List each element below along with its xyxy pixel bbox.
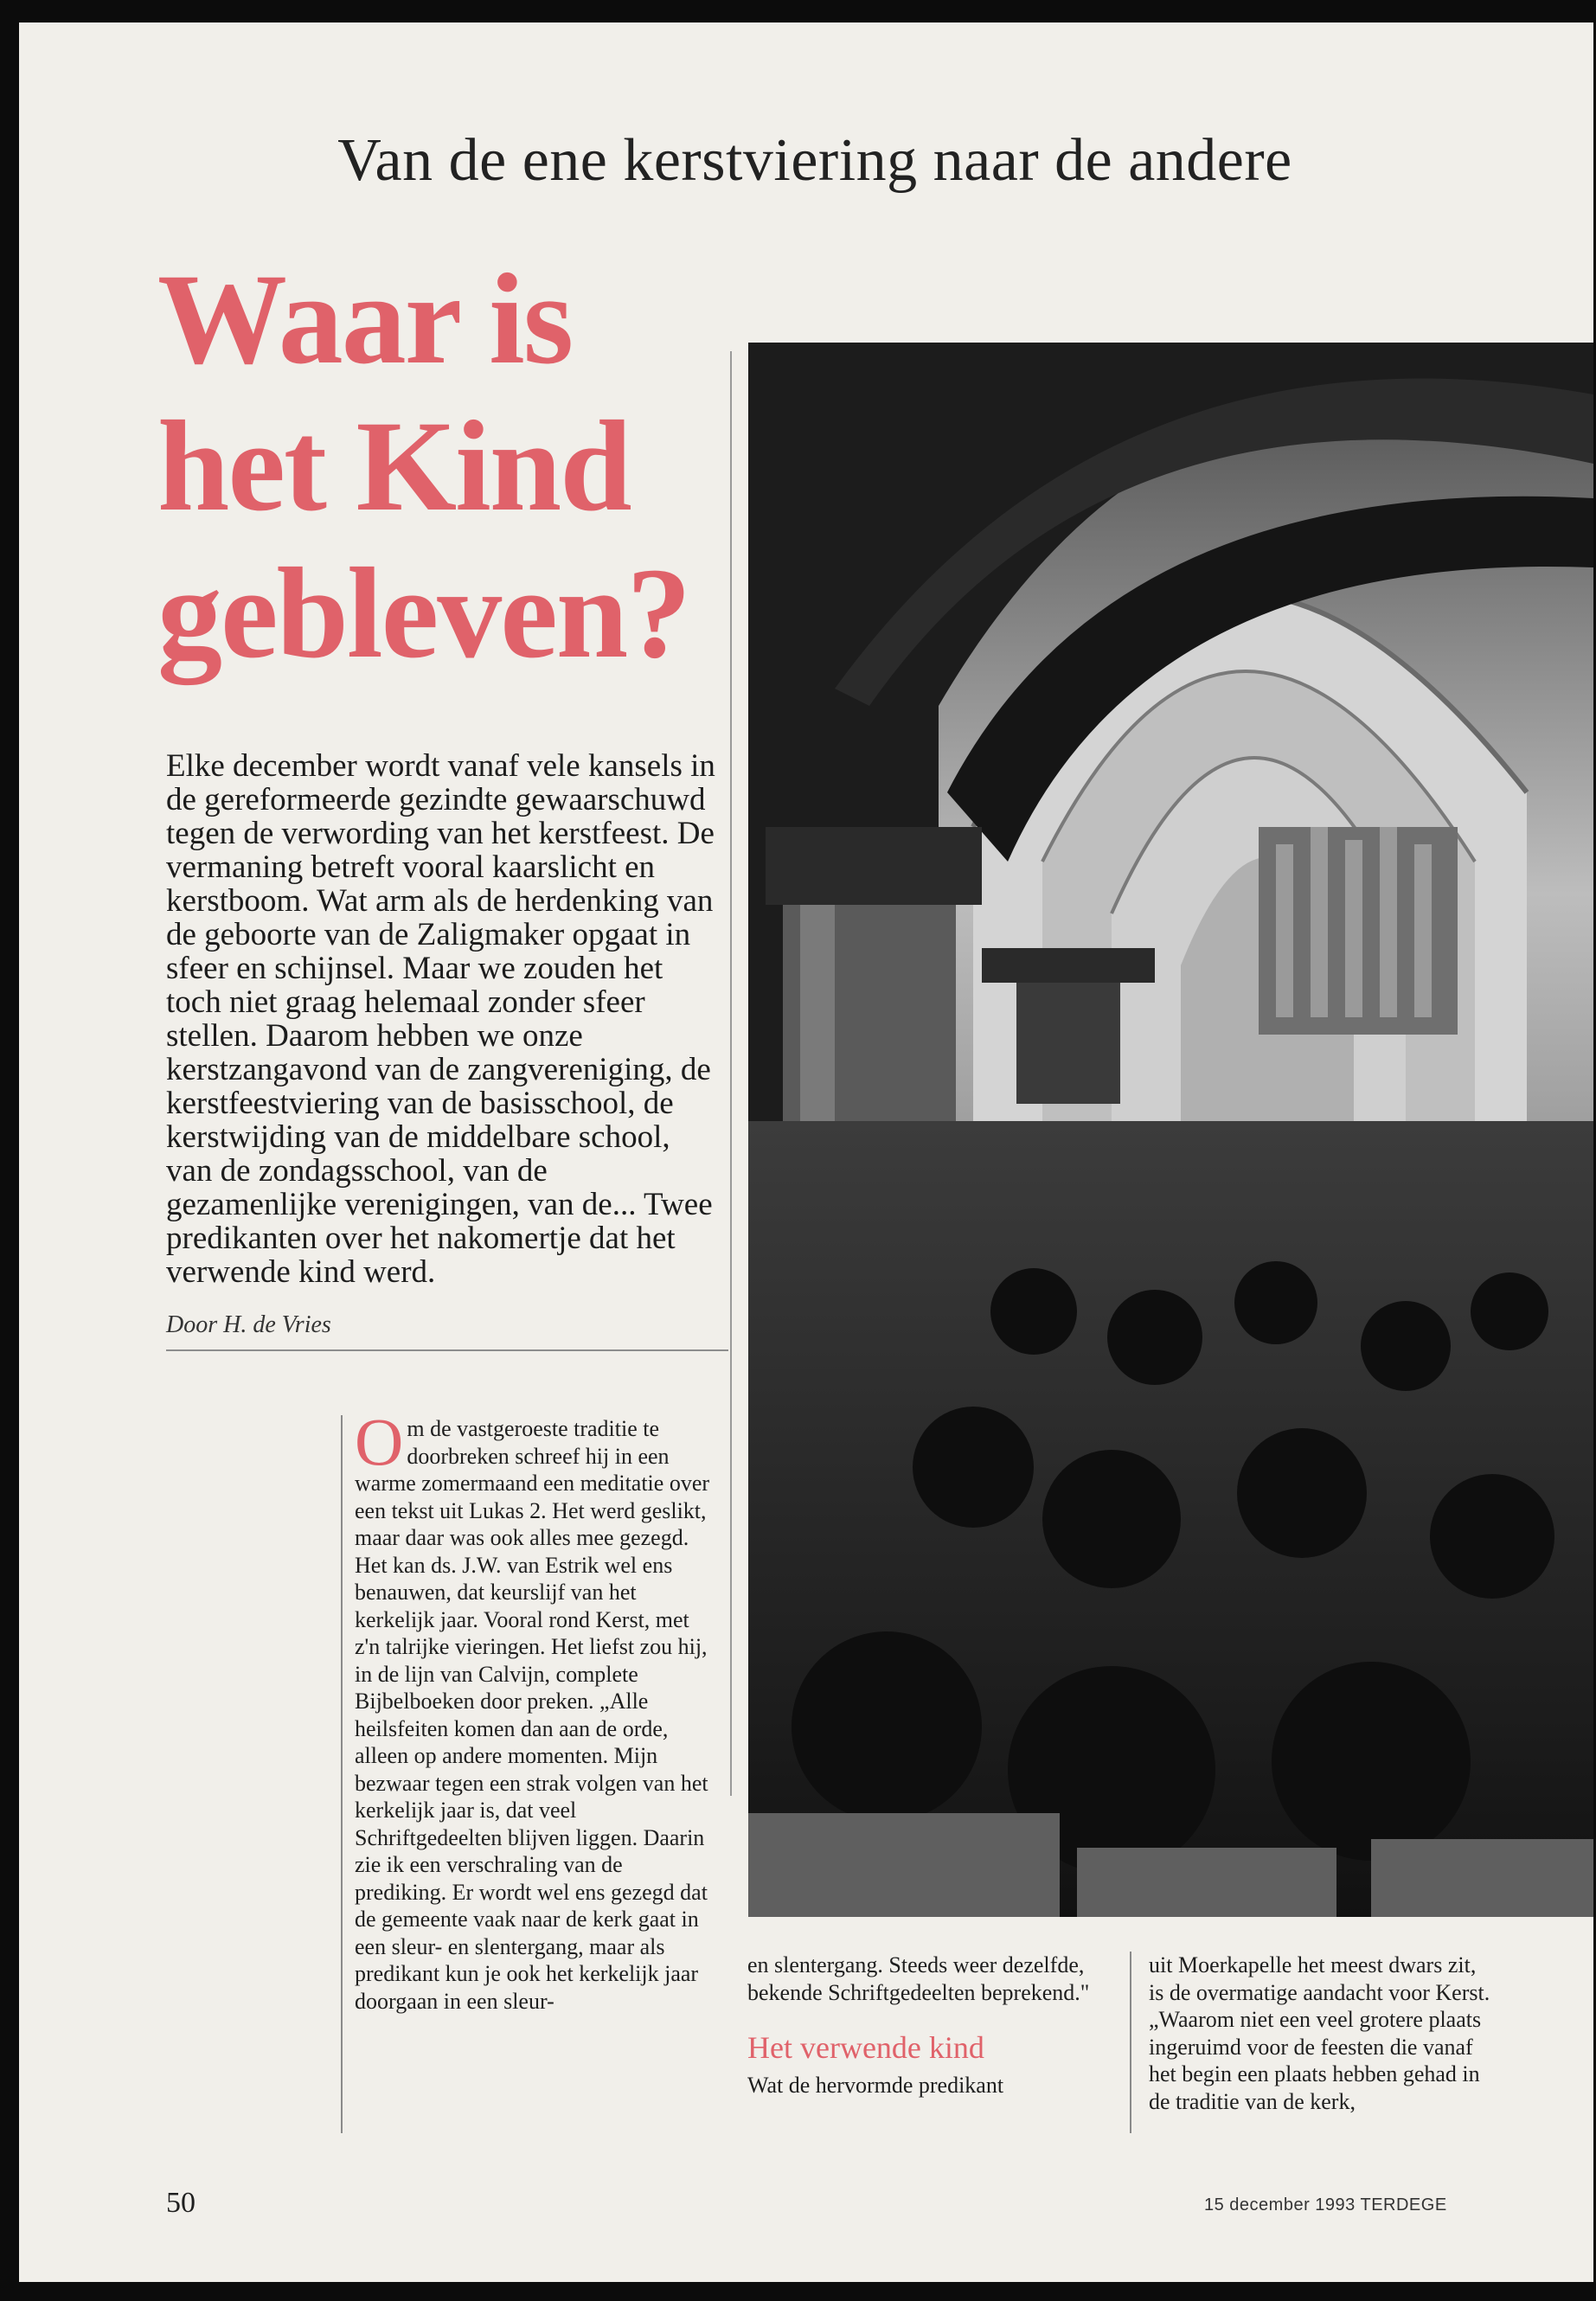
column-rule <box>341 1415 343 2133</box>
body-text-1: m de vastgeroeste traditie te doorbreken schreef hij in een warme zomermaand een meditatie over een tekst uit Lukas 2. Het werd geslikt, maar daar was ook alles mee gezegd. Het kan ds. J.W. van Estrik wel ens benauwen, dat keurslijf van het kerkelijk jaar. Vooral rond Kerst, met z'n talrijke vieringen. Het liefst zou hij, in de lijn van Calvijn, complete Bijbelboeken door preken. „Alle heilsfeiten komen dan aan de orde, alleen op andere momenten. Mijn bezwaar tegen een strak volgen van het kerkelijk jaar is, dat veel Schriftgedeelten blijven liggen. Daarin zie ik een verschraling van de prediking. Er wordt wel ens gezegd dat de gemeente vaak naar de kerk gaat in een sleur- en slentergang, maar als predikant kun je ook het kerkelijk jaar doorgaan in een sleur- <box>355 1416 710 2014</box>
magazine-page <box>19 22 1593 2282</box>
page-number: 50 <box>166 2187 195 2219</box>
section-kicker: Van de ene kerstviering naar de andere <box>337 127 1292 194</box>
body-column-3: uit Moerkapelle het meest dwars zit, is de overmatige aandacht voor Kerst. „Waarom niet een veel grotere plaats ingeruimd voor de feesten die vanaf het begin een plaats hebben gehad in de traditie van de kerk, <box>1149 1952 1490 2114</box>
body-text-2: en slentergang. Steeds weer dezelfde, bekende Schriftgedeelten beprekend." <box>747 1952 1090 2005</box>
drop-cap: O <box>355 1404 404 1479</box>
subheading: Het verwende kind <box>747 2030 984 2065</box>
intro-paragraph: Elke december wordt vanaf vele kansels in de gereformeerde gezindte gewaarschuwd tegen de verwording van het kerstfeest. De vermaning betreft vooral kaarslicht en kerstboom. Wat arm als de herdenking van de geboorte van de Zaligmaker opgaat in sfeer en schijnsel. Maar we zouden het toch niet graag helemaal zonder sfeer stellen. Daarom hebben we onze kerstzangavond van de zangvereniging, de kerstfeestviering van de basisschool, de kerstwijding van de middelbare school, van de zondagsschool, van de gezamenlijke verenigingen, van de... Twee predikanten over het nakomertje dat het verwende kind werd. <box>166 748 715 1290</box>
headline <box>157 246 763 687</box>
column-rule-2 <box>1130 1952 1131 2133</box>
headline-line-1: Waar is <box>157 247 573 391</box>
headline-line-2: het Kind <box>157 394 631 538</box>
body-text-2b: Wat de hervormde predikant <box>747 2073 1004 2098</box>
byline: Door H. de Vries <box>166 1311 331 1338</box>
intro-divider <box>166 1349 728 1351</box>
body-column-1 <box>355 1404 716 2015</box>
church-interior-photo <box>748 343 1593 1917</box>
issue-line: 15 december 1993 TERDEGE <box>1204 2195 1447 2214</box>
body-column-2 <box>747 1952 1093 2099</box>
column-divider <box>730 351 732 1796</box>
headline-line-3: gebleven? <box>157 542 690 685</box>
